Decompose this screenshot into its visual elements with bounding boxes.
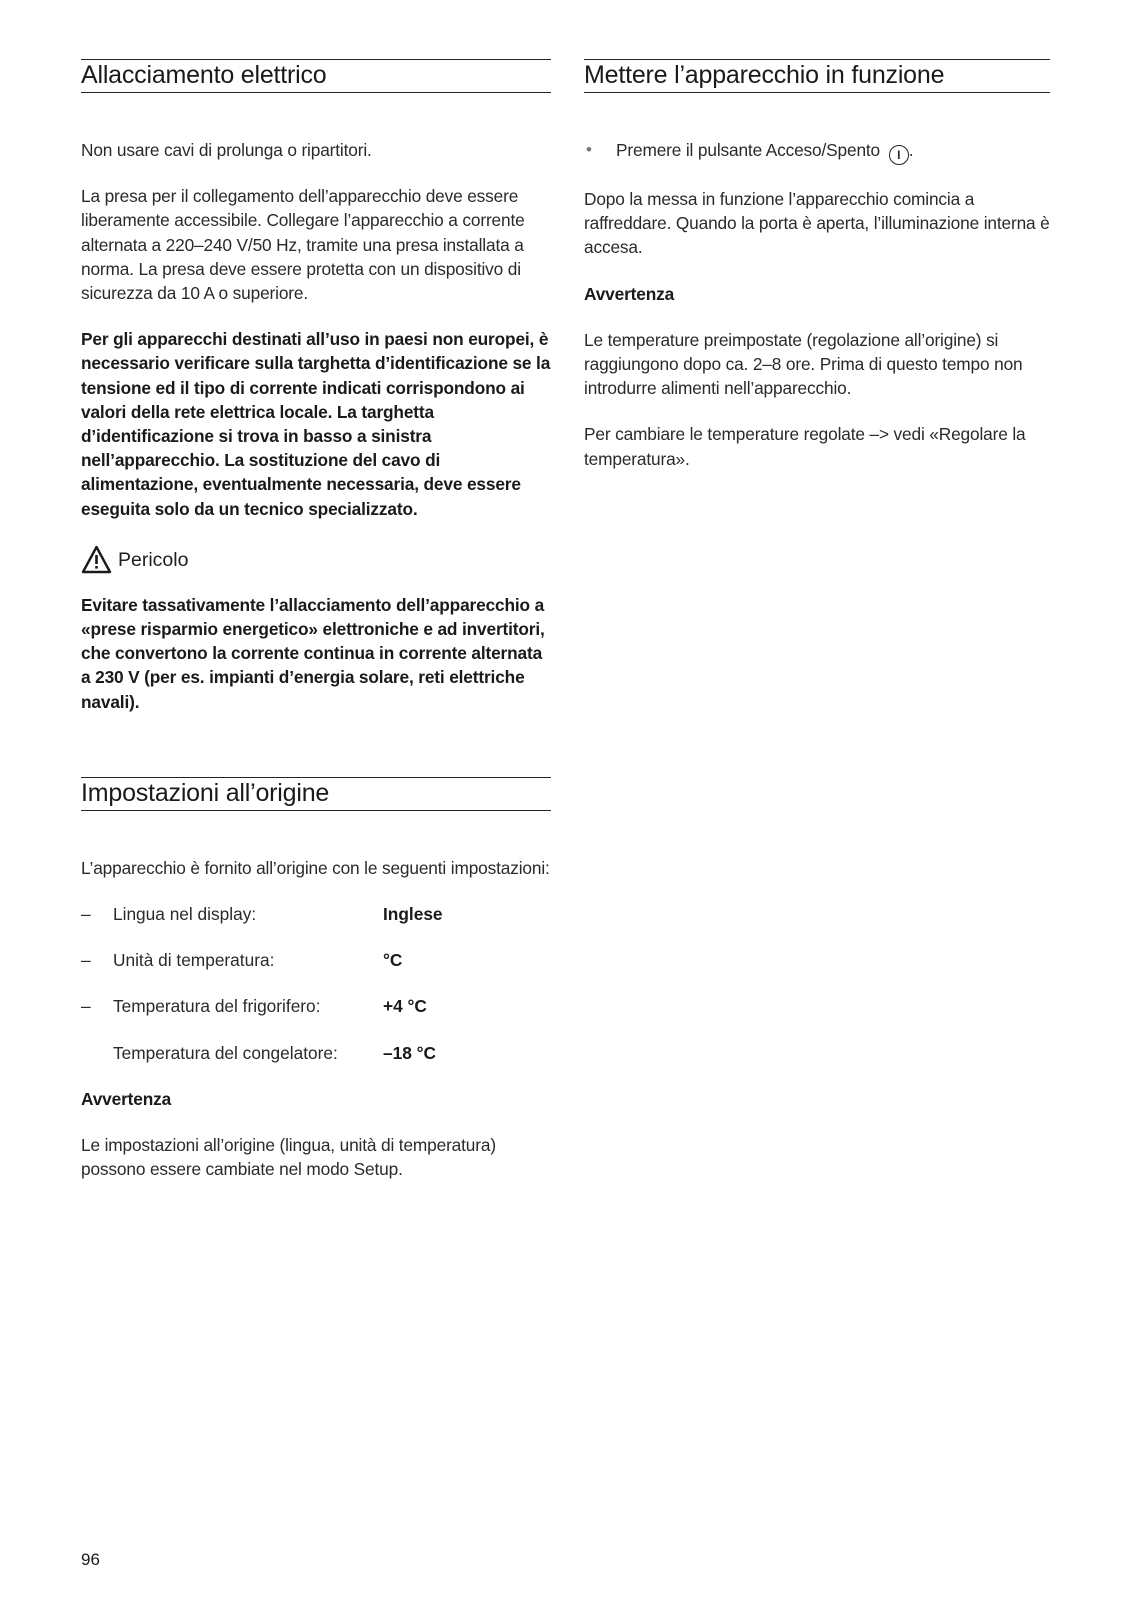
setting-row <box>81 1041 551 1065</box>
paragraph-change-temperatures: Per cambiare le temperature regolate –> vedi «Regolare la temperatura». <box>584 424 1026 469</box>
danger-heading <box>81 545 551 575</box>
setting-label: Unità di temperatura: <box>113 950 275 971</box>
paragraph-preset-temperatures: Le temperature preimpostate (regolazione all’origine) si raggiungono dopo ca. 2–8 ore. Prima di questo tempo non introdurre alimenti nell’apparecchio. <box>584 329 1023 399</box>
setting-label: Lingua nel display: <box>113 904 257 925</box>
list-dash: – <box>81 904 91 925</box>
paragraph-factory-intro: L’apparecchio è fornito all’origine con le seguenti impostazioni: <box>81 857 550 878</box>
paragraph-socket-requirements: La presa per il collegamento dell’apparecchio deve essere liberamente accessibile. Collegare l’apparecchio a corrente alternata a 220–240 V/50 Hz, tramite una presa installata a norma. La presa deve essere protetta con un dispositivo di sicurezza da 10 A o superiore. <box>81 186 525 304</box>
bullet-press-power <box>584 138 1050 165</box>
setting-row <box>81 994 551 1018</box>
section-title-factory-settings: Impostazioni all’origine <box>81 777 551 811</box>
bullet-period: . <box>908 140 914 160</box>
warning-triangle-icon <box>81 545 112 574</box>
paragraph-non-european-warning: Per gli apparecchi destinati all’uso in paesi non europei, è necessario verificare sulla targhetta d’identificazione se la tensione ed il tipo di corrente indicati corrispondono ai valori della rete elettrica locale. La targhetta d’identificazione si trova in basso a sinistra nell’apparecchio. La sostituzione del cavo di alimentazione, eventualmente necessaria, deve essere eseguita solo da un tecnico specializzato. <box>81 329 551 519</box>
bullet-text: Premere il pulsante Acceso/Spento <box>616 140 881 160</box>
setting-row <box>81 902 551 926</box>
setting-value: °C <box>383 950 403 971</box>
bullet-icon: • <box>586 140 592 159</box>
note-title-factory: Avvertenza <box>81 1088 172 1109</box>
paragraph-no-extension: Non usare cavi di prolunga o ripartitori. <box>81 140 372 160</box>
left-column <box>81 59 551 1181</box>
paragraph-cooling-start: Dopo la messa in funzione l’apparecchio comincia a raffreddare. Quando la porta è aperta, l’illuminazione interna è accesa. <box>584 189 1050 258</box>
power-button-icon: I <box>889 145 909 165</box>
setting-value: +4 °C <box>383 996 427 1017</box>
paragraph-danger-text: Evitare tassativamente l’allacciamento dell’apparecchio a «prese risparmio energetico» elettroniche e ad invertitori, che convertono la corrente continua in corrente alternata a 230 V (per es. impianti d’energia solare, reti elettriche navali). <box>81 594 545 712</box>
page-number: 96 <box>81 1550 100 1569</box>
danger-label: Pericolo <box>118 548 189 571</box>
list-dash: – <box>81 996 91 1017</box>
list-dash: – <box>81 950 91 971</box>
note-title-start: Avvertenza <box>584 283 675 304</box>
paragraph-factory-note: Le impostazioni all’origine (lingua, unità di temperatura) possono essere cambiate nel modo Setup. <box>81 1135 496 1180</box>
right-column <box>584 59 1050 471</box>
settings-list <box>81 902 551 1065</box>
section-title-electrical-connection: Allacciamento elettrico <box>81 59 551 93</box>
setting-label: Temperatura del congelatore: <box>113 1042 338 1063</box>
section-title-start-appliance: Mettere l’apparecchio in funzione <box>584 59 1050 93</box>
list-dash <box>81 1041 113 1065</box>
setting-label: Temperatura del frigorifero: <box>113 996 321 1017</box>
setting-value: Inglese <box>383 904 443 925</box>
setting-row <box>81 948 551 972</box>
setting-value: –18 °C <box>383 1042 437 1063</box>
